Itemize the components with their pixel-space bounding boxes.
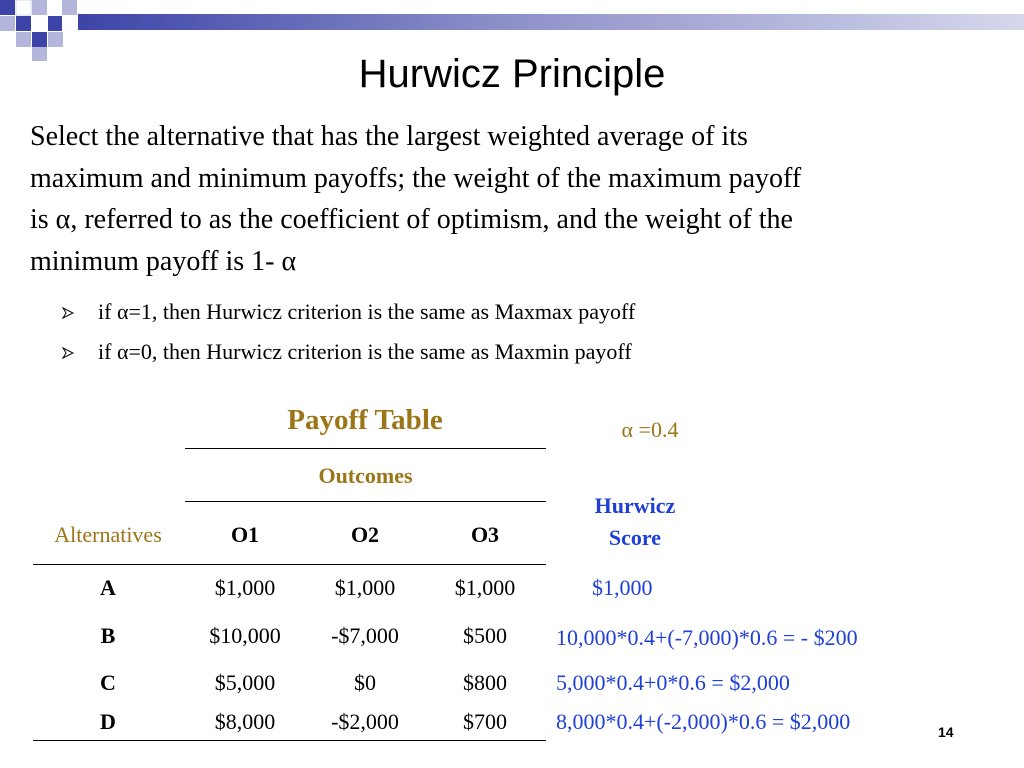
alpha-value: α =0.4 xyxy=(621,417,679,442)
bullet-item xyxy=(62,335,962,375)
outcomes-header: Outcomes xyxy=(318,463,413,488)
row-alternative: A xyxy=(100,575,116,600)
table-rule xyxy=(33,564,546,565)
hurwicz-score: 5,000*0.4+0*0.6 = $2,000 xyxy=(556,670,790,695)
row-alternative: D xyxy=(100,709,116,734)
alternatives-header: Alternatives xyxy=(54,522,162,547)
table-rule xyxy=(33,740,546,741)
payoff-table-title: Payoff Table xyxy=(287,404,443,436)
slide-title: Hurwicz Principle xyxy=(358,52,666,96)
payoff-cell: $10,000 xyxy=(209,623,281,648)
paragraph-line: is α, referred to as the coefficient of optimism, and the weight of the xyxy=(30,204,793,235)
definition-paragraph xyxy=(30,116,990,282)
payoff-cell: $800 xyxy=(463,670,507,695)
payoff-cell: $8,000 xyxy=(214,709,276,734)
hurwicz-score: 8,000*0.4+(-2,000)*0.6 = $2,000 xyxy=(556,709,851,734)
payoff-cell: $1,000 xyxy=(334,575,396,600)
payoff-cell: $700 xyxy=(463,709,507,734)
paragraph-line: Select the alternative that has the largest weighted average of its xyxy=(30,121,748,152)
hurwicz-score: 10,000*0.4+(-7,000)*0.6 = - $200 xyxy=(556,625,858,650)
hurwicz-score-header xyxy=(565,490,705,554)
row-alternative: B xyxy=(100,623,116,648)
column-header-o1: O1 xyxy=(230,522,260,547)
payoff-cell: $500 xyxy=(463,623,507,648)
row-alternative: C xyxy=(100,670,116,695)
bullet-list xyxy=(62,295,962,375)
column-header-o3: O3 xyxy=(470,522,500,547)
payoff-cell: $5,000 xyxy=(214,670,276,695)
arrow-bullet-icon xyxy=(62,307,74,319)
bullet-text: if α=1, then Hurwicz criterion is the same as Maxmax payoff xyxy=(98,299,636,324)
hurwicz-header-line: Hurwicz xyxy=(594,493,676,518)
page-number: 14 xyxy=(938,724,954,740)
payoff-cell: $1,000 xyxy=(214,575,276,600)
table-rule xyxy=(185,448,546,449)
payoff-cell: $1,000 xyxy=(454,575,516,600)
bullet-item xyxy=(62,295,962,335)
column-header-o2: O2 xyxy=(350,522,380,547)
paragraph-line: minimum payoff is 1- α xyxy=(30,245,297,277)
payoff-cell: $0 xyxy=(354,670,376,695)
payoff-cell: -$7,000 xyxy=(331,623,399,648)
arrow-bullet-icon xyxy=(62,347,74,359)
hurwicz-score: $1,000 xyxy=(592,575,653,600)
payoff-cell: -$2,000 xyxy=(331,709,399,734)
table-rule xyxy=(185,501,546,502)
bullet-text: if α=0, then Hurwicz criterion is the same as Maxmin payoff xyxy=(98,339,632,364)
paragraph-line: maximum and minimum payoffs; the weight of the maximum payoff xyxy=(30,162,802,194)
hurwicz-header-line: Score xyxy=(608,525,662,550)
